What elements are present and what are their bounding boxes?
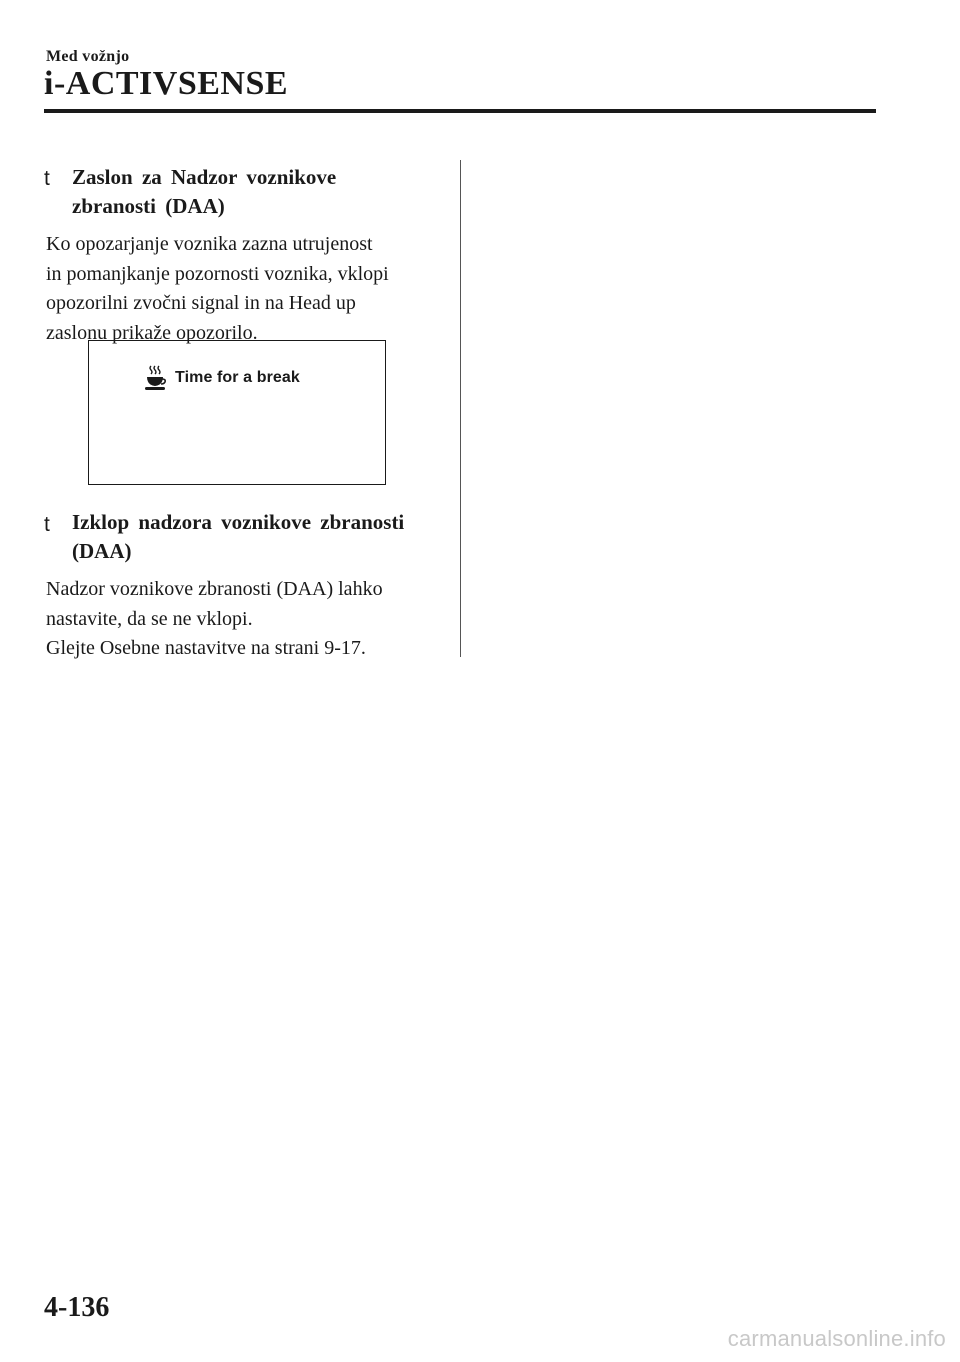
body-line: Nadzor voznikove zbranosti (DAA) lahko: [46, 578, 383, 600]
display-message: [145, 365, 300, 391]
column-divider: [460, 160, 461, 657]
section-bullet: t: [44, 167, 50, 190]
heading-line: Zaslon za Nadzor voznikove: [72, 165, 337, 189]
section-bullet: t: [44, 513, 50, 536]
heading-line: (DAA): [72, 539, 132, 563]
section-heading-daa-display: [72, 163, 442, 221]
page-number: 4-136: [44, 1292, 110, 1323]
display-message-text: Time for a break: [175, 369, 300, 386]
body-line: Ko opozarjanje voznika zazna utrujenost: [46, 233, 373, 255]
section-heading-daa-deactivate: [72, 508, 442, 566]
header-rule: [44, 109, 876, 113]
body-line: in pomanjkanje pozornosti voznika, vklopi: [46, 262, 389, 285]
coffee-cup-icon: [145, 365, 167, 391]
watermark: carmanualsonline.info: [727, 1326, 946, 1351]
body-line: opozorilni zvočni signal in na Head up: [46, 292, 356, 314]
body-line: nastavite, da se ne vklopi.: [46, 607, 253, 630]
section-label: Med vožnjo: [46, 48, 130, 65]
section-body-daa-deactivate: [46, 575, 446, 664]
body-line: Glejte Osebne nastavitve na strani 9-17.: [46, 637, 366, 659]
head-up-display-illustration: [88, 340, 386, 485]
heading-line: Izklop nadzora voznikove zbranosti: [72, 510, 405, 534]
body-line: zaslonu prikaže opozorilo.: [46, 321, 258, 344]
page-title: i-ACTIVSENSE: [44, 65, 289, 102]
heading-line: zbranosti (DAA): [72, 194, 225, 218]
section-body-daa-display: [46, 230, 446, 348]
